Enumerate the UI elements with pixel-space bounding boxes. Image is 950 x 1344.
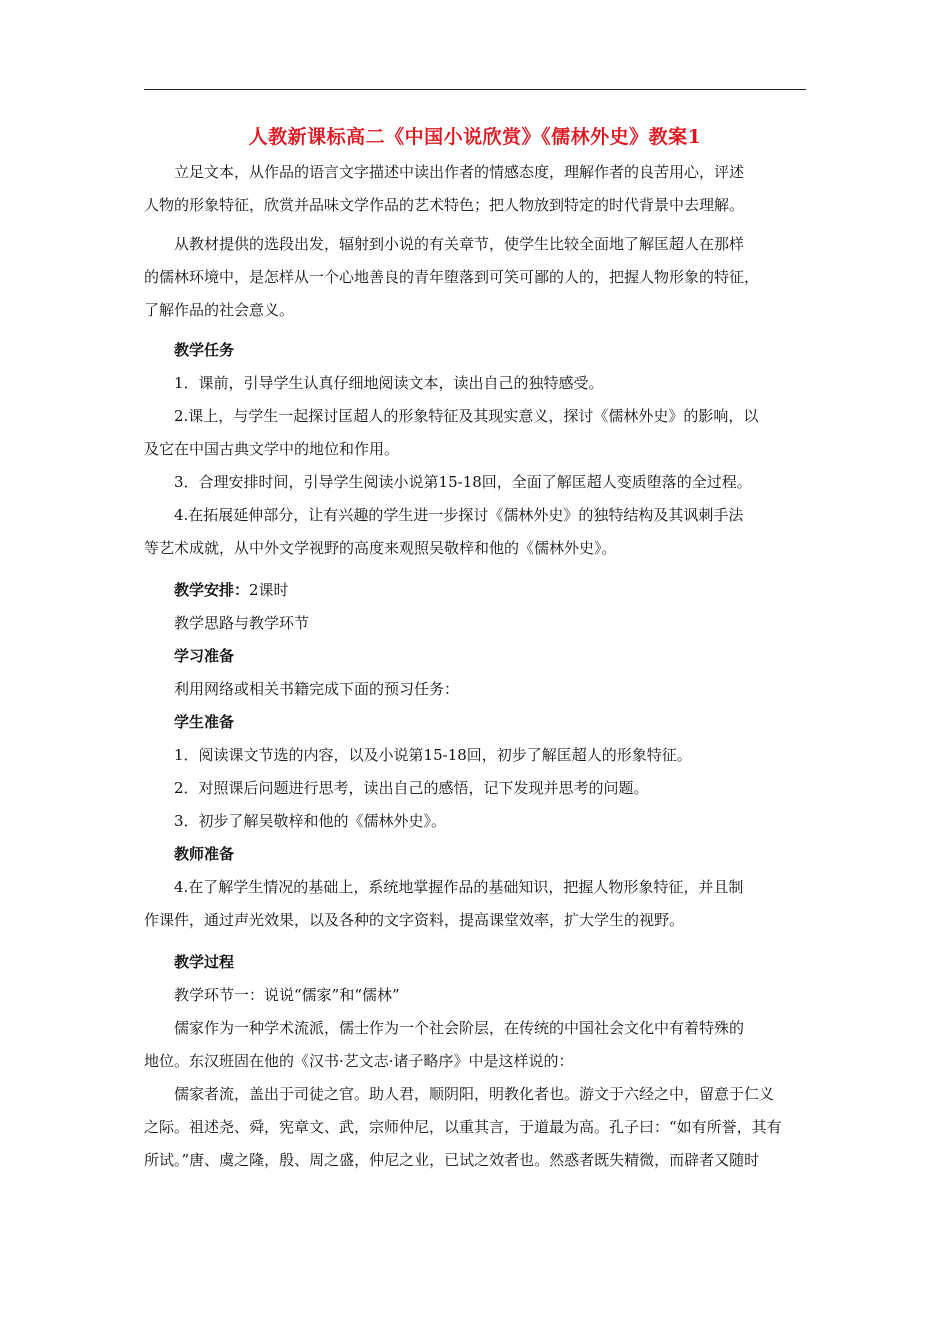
student-item-2: 2．对照课后问题进行思考，读出自己的感悟，记下发现并思考的问题。 bbox=[174, 779, 649, 797]
task-4-line-2: 等艺术成就，从中外文学视野的高度来观照吴敬梓和他的《儒林外史》。 bbox=[144, 539, 617, 557]
quote-line-2: 之际。祖述尧、舜，宪章文、武，宗师仲尼，以重其言，于道最为高。孔子曰：“如有所誉，其有 bbox=[144, 1118, 782, 1136]
process-paragraph-line-1: 儒家作为一种学术流派，儒士作为一个社会阶层，在传统的中国社会文化中有着特殊的 bbox=[174, 1019, 745, 1037]
teaching-approach: 教学思路与教学环节 bbox=[174, 614, 310, 632]
intro-paragraph-2: 从教材提供的选段出发，辐射到小说的有关章节，使学生比较全面地了解匡超人在那样 的儒林环境中，是怎样从一个心地善良的青年堕落到可笑可鄙的人的，把握人物形象的特征， 了解作品的社会意义。 bbox=[144, 235, 760, 319]
preparation-section bbox=[144, 574, 806, 937]
task-2-line-1: 2.课上，与学生一起探讨匡超人的形象特征及其现实意义，探讨《儒林外史》的影响，以 bbox=[174, 407, 759, 425]
student-item-3: 3．初步了解吴敬梓和他的《儒林外史》。 bbox=[174, 812, 447, 830]
task-4-line-1: 4.在拓展延伸部分，让有兴趣的学生进一步探讨《儒林外史》的独特结构及其讽刺手法 bbox=[174, 506, 744, 524]
prep-heading: 学习准备 bbox=[174, 647, 235, 665]
document-title: 人教新课标高二《中国小说欣赏》《儒林外史》教案1 bbox=[248, 126, 702, 148]
tasks-section bbox=[144, 334, 806, 565]
student-heading: 学生准备 bbox=[174, 713, 235, 731]
process-section bbox=[144, 946, 806, 1177]
prep-text: 利用网络或相关书籍完成下面的预习任务： bbox=[174, 680, 460, 698]
teacher-heading: 教师准备 bbox=[174, 845, 235, 863]
process-step-1: 教学环节一：说说“儒家”和“儒林” bbox=[174, 986, 400, 1004]
intro-paragraph-1: 立足文本，从作品的语言文字描述中读出作者的情感态度，理解作者的良苦用心，评述 人物的形象特征，欣赏并品味文学作品的艺术特色；把人物放到特定的时代背景中去理解。 bbox=[144, 163, 745, 214]
process-heading: 教学过程 bbox=[174, 953, 235, 971]
task-1: 1．课前，引导学生认真仔细地阅读文本，读出自己的独特感受。 bbox=[174, 374, 604, 392]
teacher-item-4-line-1: 4.在了解学生情况的基础上，系统地掌握作品的基础知识，把握人物形象特征，并且制 bbox=[174, 878, 744, 896]
tasks-heading: 教学任务 bbox=[174, 341, 235, 359]
header-rule bbox=[144, 89, 806, 90]
student-item-1: 1．阅读课文节选的内容，以及小说第15-18回，初步了解匡超人的形象特征。 bbox=[174, 746, 692, 764]
process-paragraph-line-2: 地位。东汉班固在他的《汉书·艺文志·诸子略序》中是这样说的： bbox=[144, 1052, 574, 1070]
quote-line-1: 儒家者流，盖出于司徒之官。助人君，顺阴阳，明教化者也。游文于六经之中，留意于仁义 bbox=[174, 1085, 775, 1103]
task-2-line-2: 及它在中国古典文学中的地位和作用。 bbox=[144, 440, 400, 458]
teaching-arrangement: 教学安排：2课时 bbox=[174, 581, 289, 599]
quote-line-3: 所试。”唐、虞之隆，殷、周之盛，仲尼之业，已试之效者也。然惑者既失精微，而辟者又随时 bbox=[144, 1151, 760, 1169]
task-3: 3．合理安排时间，引导学生阅读小说第15-18回，全面了解匡超人变质堕落的全过程。 bbox=[174, 473, 752, 491]
teacher-item-4-line-2: 作课件，通过声光效果，以及各种的文字资料，提高课堂效率，扩大学生的视野。 bbox=[144, 911, 685, 929]
